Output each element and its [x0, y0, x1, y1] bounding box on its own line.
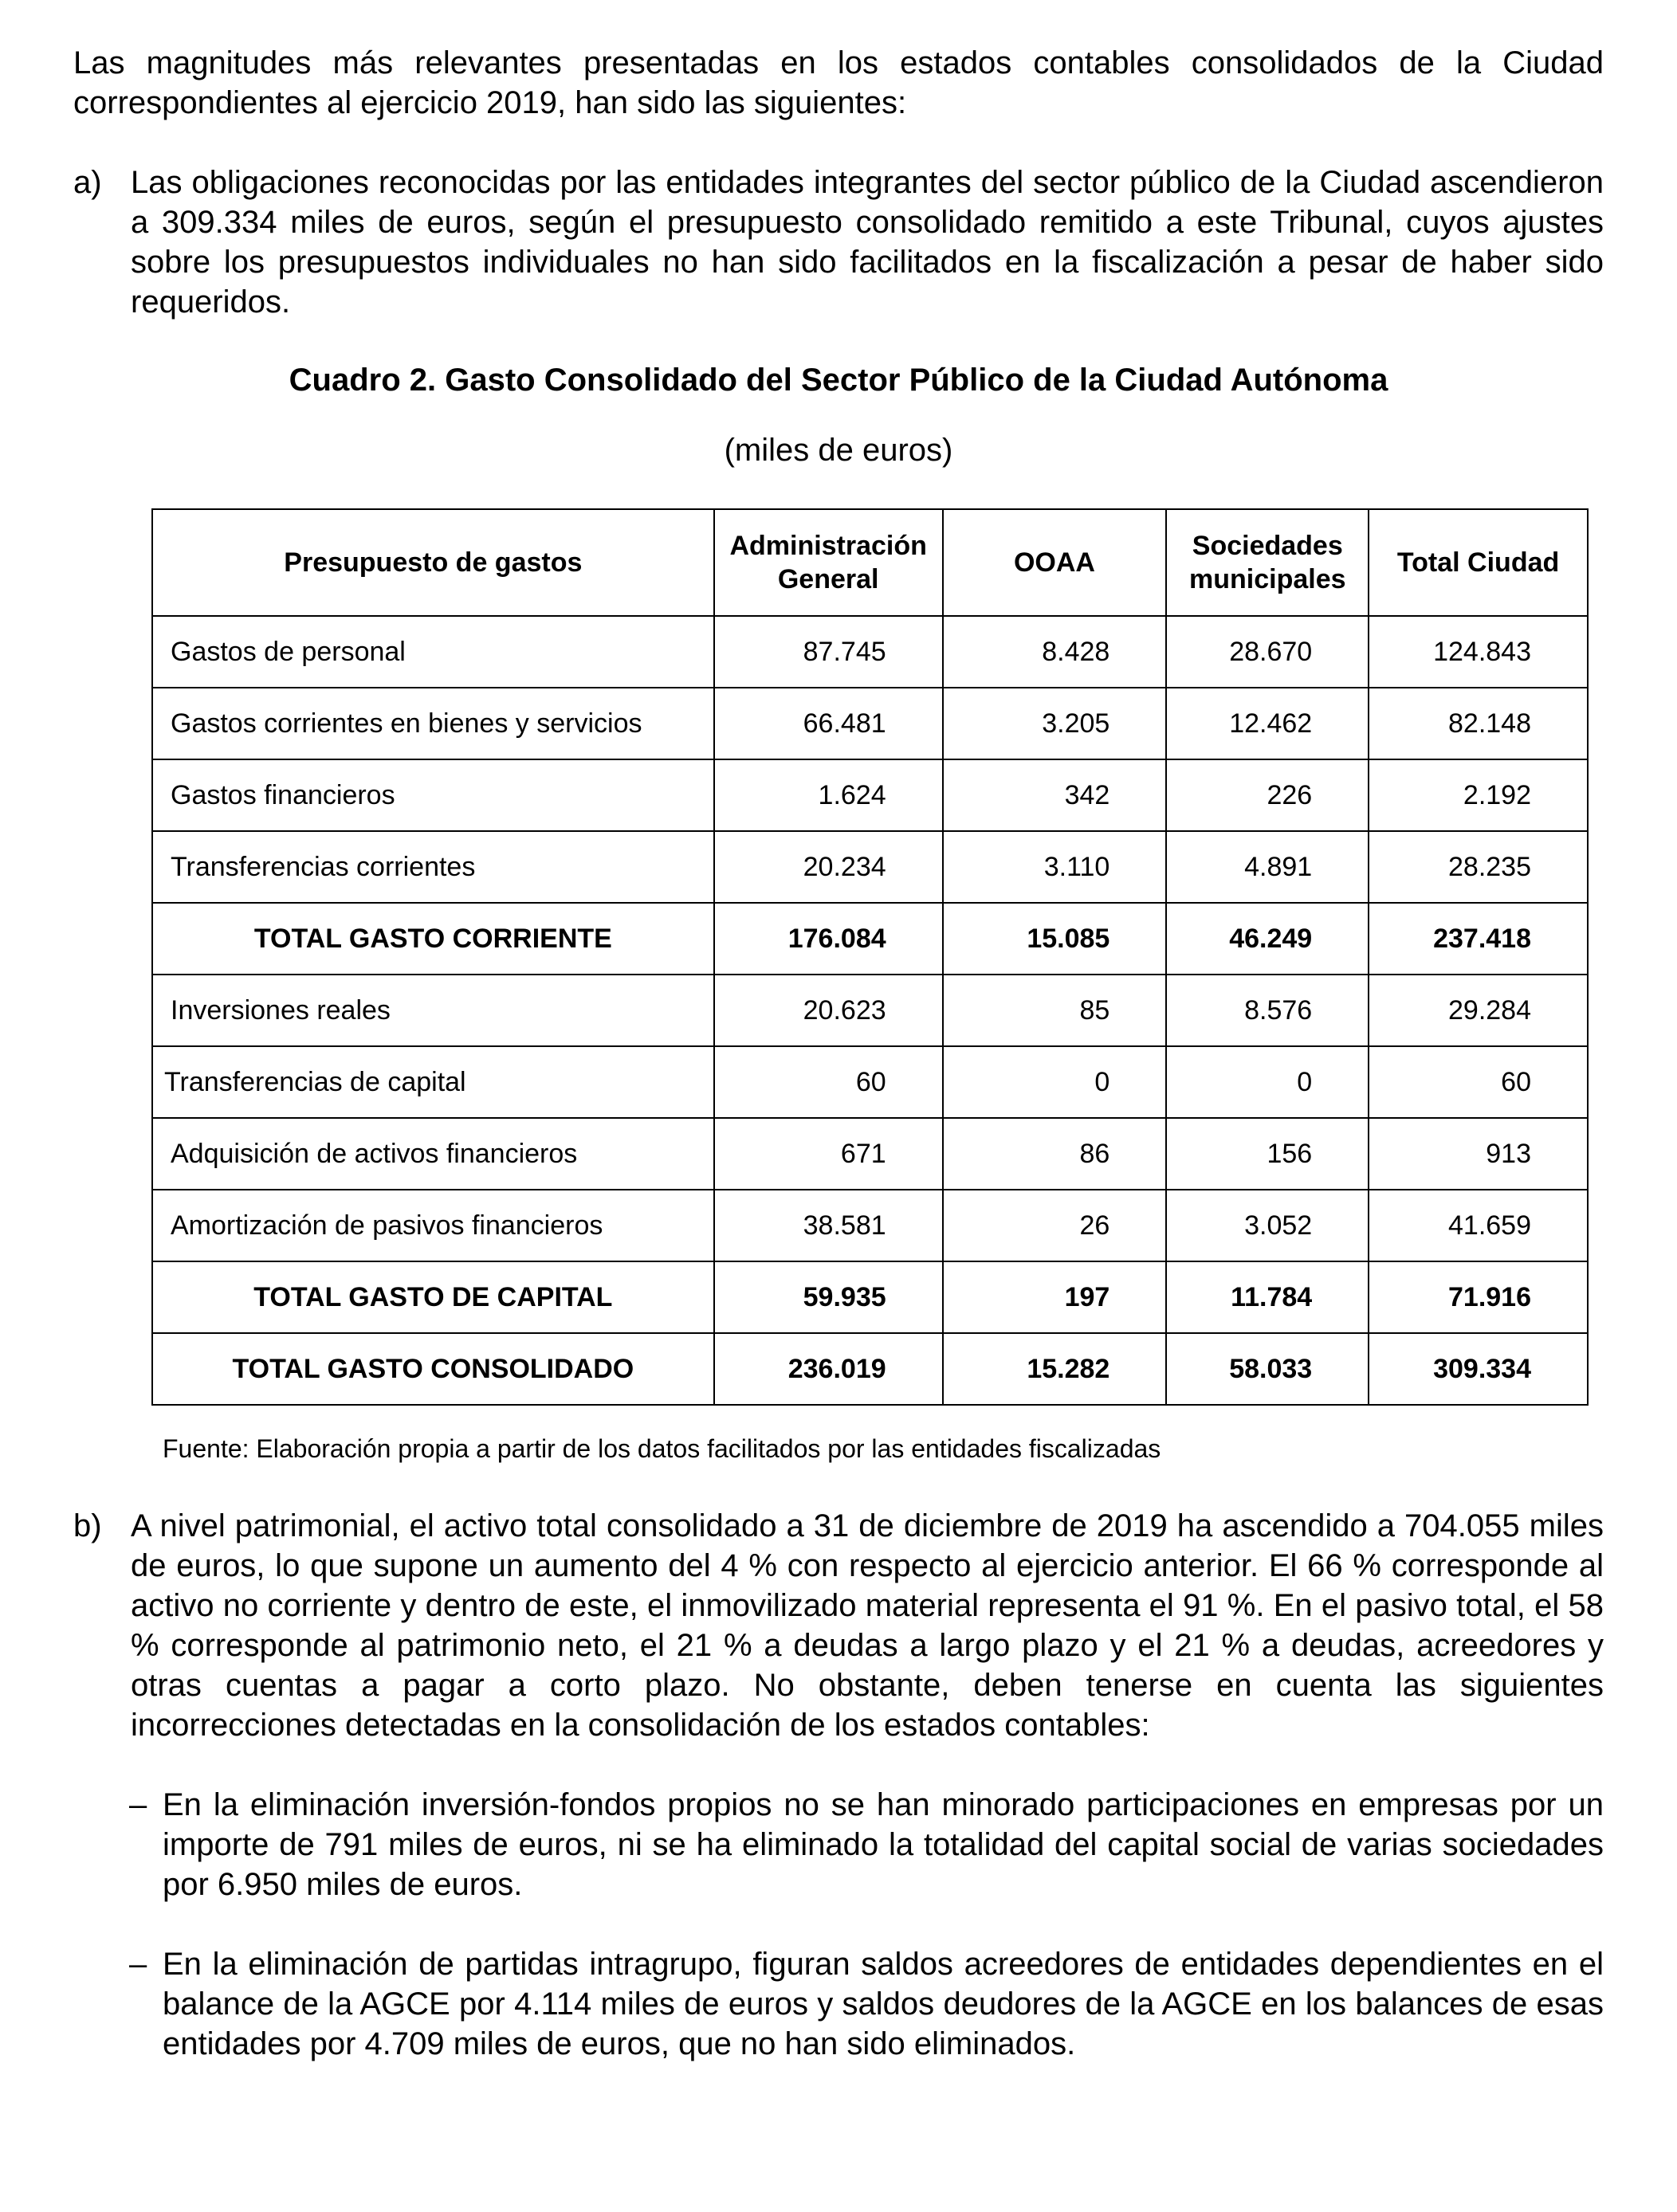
dash-bullet-icon: – — [129, 1947, 147, 1982]
item-b-text: A nivel patrimonial, el activo total consolidado a 31 de diciembre de 2019 ha ascendido a 704.055 miles de euros, lo que supone un aumento del 4 % con respecto al ejercicio anterior. El 66 % corresponde al activo no corriente y dentro de este, el inmovilizado material representa el 91 %. En el pasivo total, el 58 % corresponde al patrimonio neto, el 21 % a deudas a largo plazo y el 21 % a deudas, acreedores y otras cuentas a pagar a corto plazo. No obstante, deben tenerse en cuenta las siguientes incorrecciones detectadas en la consolidación de los estados contables: — [131, 1508, 1604, 1743]
cell-value: 176.084 — [714, 903, 943, 975]
cell-value: 87.745 — [714, 616, 943, 688]
item-a-marker: a) — [73, 165, 102, 200]
cell-value: 20.234 — [714, 831, 943, 903]
cell-value: 3.110 — [943, 831, 1167, 903]
item-a-text: Las obligaciones reconocidas por las entidades integrantes del sector público de la Ciudad ascendieron a 309.334 miles de euros, según el presupuesto consolidado remitido a este Tribunal, cuyos ajustes sobre los presupuestos individuales no han sido facilitados en la fiscalización a pesar de haber sido requeridos. — [131, 165, 1604, 320]
row-label: Adquisición de activos financieros — [152, 1118, 714, 1190]
cell-value: 237.418 — [1369, 903, 1588, 975]
intro-paragraph: Las magnitudes más relevantes presentadas en los estados contables consolidados de la Ciudad correspondientes al ejercicio 2019, han sido las siguientes: — [73, 45, 1604, 120]
cell-value: 12.462 — [1166, 688, 1369, 759]
table-source-note: Fuente: Elaboración propia a partir de los datos facilitados por las entidades fiscalizadas — [163, 1434, 1161, 1463]
cell-value: 86 — [943, 1118, 1167, 1190]
bullet-item — [129, 1944, 1604, 2064]
row-label: TOTAL GASTO DE CAPITAL — [152, 1261, 714, 1333]
cell-value: 26 — [943, 1190, 1167, 1261]
cell-value: 671 — [714, 1118, 943, 1190]
cell-value: 1.624 — [714, 759, 943, 831]
header-administracion: Administración General — [714, 509, 943, 616]
row-label: Transferencias de capital — [152, 1046, 714, 1118]
table-row — [152, 975, 1588, 1046]
table-header-row — [152, 509, 1588, 616]
cell-value: 59.935 — [714, 1261, 943, 1333]
cell-value: 4.891 — [1166, 831, 1369, 903]
row-label: Transferencias corrientes — [152, 831, 714, 903]
item-b-marker: b) — [73, 1508, 102, 1543]
cell-value: 28.235 — [1369, 831, 1588, 903]
cell-value: 82.148 — [1369, 688, 1588, 759]
cell-value: 226 — [1166, 759, 1369, 831]
row-label: Gastos corrientes en bienes y servicios — [152, 688, 714, 759]
cell-value: 29.284 — [1369, 975, 1588, 1046]
table-row — [152, 831, 1588, 903]
table-row — [152, 1190, 1588, 1261]
header-ooaa: OOAA — [943, 509, 1167, 616]
table-row — [152, 688, 1588, 759]
expense-table — [151, 508, 1589, 1406]
cell-value: 236.019 — [714, 1333, 943, 1405]
cell-value: 342 — [943, 759, 1167, 831]
cell-value: 0 — [943, 1046, 1167, 1118]
cell-value: 0 — [1166, 1046, 1369, 1118]
cell-value: 197 — [943, 1261, 1167, 1333]
table-row — [152, 759, 1588, 831]
cell-value: 3.205 — [943, 688, 1167, 759]
cell-value: 15.282 — [943, 1333, 1167, 1405]
cell-value: 11.784 — [1166, 1261, 1369, 1333]
cell-value: 58.033 — [1166, 1333, 1369, 1405]
row-label: Inversiones reales — [152, 975, 714, 1046]
item-a — [73, 163, 1604, 322]
cell-value: 71.916 — [1369, 1261, 1588, 1333]
cell-value: 60 — [714, 1046, 943, 1118]
cell-value: 3.052 — [1166, 1190, 1369, 1261]
cell-value: 124.843 — [1369, 616, 1588, 688]
cell-value: 60 — [1369, 1046, 1588, 1118]
cell-value: 8.576 — [1166, 975, 1369, 1046]
bullet-text: En la eliminación de partidas intragrupo, figuran saldos acreedores de entidades dependientes en el balance de la AGCE por 4.114 miles de euros y saldos deudores de la AGCE en los balances de esas entidades por 4.709 miles de euros, que no han sido eliminados. — [163, 1947, 1604, 2061]
cell-value: 913 — [1369, 1118, 1588, 1190]
row-label: TOTAL GASTO CONSOLIDADO — [152, 1333, 714, 1405]
cell-value: 85 — [943, 975, 1167, 1046]
cell-value: 41.659 — [1369, 1190, 1588, 1261]
row-label: Gastos financieros — [152, 759, 714, 831]
cell-value: 46.249 — [1166, 903, 1369, 975]
cell-value: 20.623 — [714, 975, 943, 1046]
cell-value: 15.085 — [943, 903, 1167, 975]
cell-value: 309.334 — [1369, 1333, 1588, 1405]
table-subtitle: (miles de euros) — [724, 433, 953, 468]
table-row — [152, 1118, 1588, 1190]
table-total-row — [152, 1261, 1588, 1333]
cell-value: 28.670 — [1166, 616, 1369, 688]
cell-value: 2.192 — [1369, 759, 1588, 831]
item-b — [73, 1506, 1604, 1745]
cell-value: 8.428 — [943, 616, 1167, 688]
cell-value: 156 — [1166, 1118, 1369, 1190]
table-grand-total-row — [152, 1333, 1588, 1405]
cell-value: 38.581 — [714, 1190, 943, 1261]
header-presupuesto: Presupuesto de gastos — [152, 509, 714, 616]
dash-bullet-icon: – — [129, 1787, 147, 1822]
table-title: Cuadro 2. Gasto Consolidado del Sector Público de la Ciudad Autónoma — [289, 363, 1388, 398]
table-row — [152, 1046, 1588, 1118]
bullet-item — [129, 1785, 1604, 1904]
table-row — [152, 616, 1588, 688]
cell-value: 66.481 — [714, 688, 943, 759]
row-label: Gastos de personal — [152, 616, 714, 688]
bullet-text: En la eliminación inversión-fondos propios no se han minorado participaciones en empresas por un importe de 791 miles de euros, ni se ha eliminado la totalidad del capital social de varias sociedades por 6.950 miles de euros. — [163, 1787, 1604, 1902]
row-label: TOTAL GASTO CORRIENTE — [152, 903, 714, 975]
header-total: Total Ciudad — [1369, 509, 1588, 616]
header-sociedades: Sociedades municipales — [1166, 509, 1369, 616]
table-total-row — [152, 903, 1588, 975]
row-label: Amortización de pasivos financieros — [152, 1190, 714, 1261]
